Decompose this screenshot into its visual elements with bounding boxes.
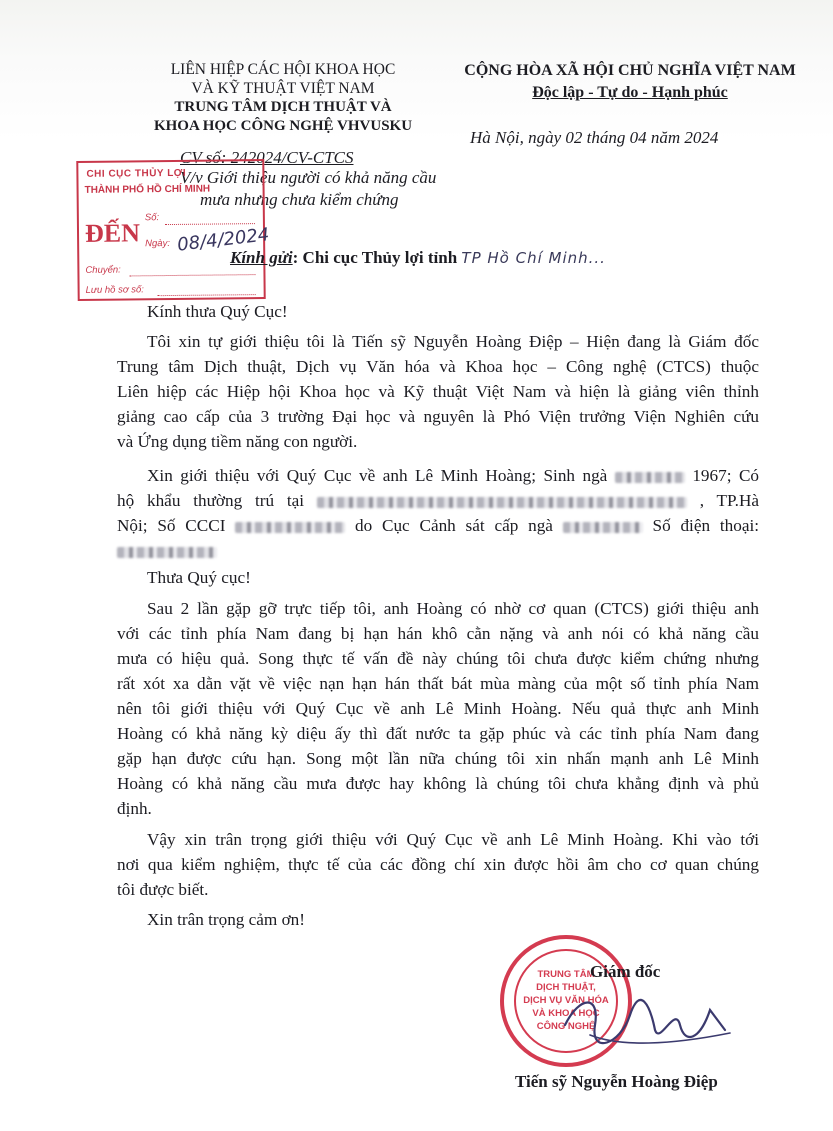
seal-text-5: CÔNG NGHỆ [536, 1021, 596, 1032]
recipient-label: Kính gửi [230, 248, 293, 267]
document-number: CV số: 242024/CV-CTCS [180, 148, 354, 167]
issuer-header [118, 60, 448, 136]
seal-text-4: VÀ KHOA HỌC [532, 1008, 600, 1019]
redacted-issue-date [563, 522, 643, 533]
redacted-phone [117, 547, 217, 558]
para2-text: Nội; Số CCCI [117, 516, 226, 535]
para1-line: Tôi xin tự giới thiệu tôi là Tiến sỹ Nguyễn Hoàng Điệp – Hiện đang là Giám đốc [147, 332, 759, 351]
paragraph-rain-claim [117, 596, 759, 821]
closing-line: Xin trân trọng cảm ơn! [147, 910, 306, 929]
stamp-ngay-label: Ngày: [145, 238, 171, 250]
para2-text: , TP.Hà [699, 491, 759, 510]
stamp-agency-line: CHI CỤC THỦY LỢI [86, 167, 187, 180]
seal-text-3: DỊCH VỤ VĂN HÓA [523, 995, 609, 1006]
redacted-id-number [235, 522, 345, 533]
recipient-line [230, 248, 606, 268]
para2-line-2 [117, 488, 759, 513]
para3-line: nên tôi giới thiệu với Quý Cục về anh Lê Minh Hoàng. Nếu quả thực anh Minh [117, 699, 759, 718]
para2-text: Xin giới thiệu với Quý Cục về anh Lê Minh Hoàng; Sinh ngà [147, 466, 608, 485]
paragraph-request [117, 827, 759, 902]
stamp-den-label: ĐẾN [84, 218, 141, 248]
para1-line: giảng cao cấp của 3 trường Đại học và nguyên là Phó Viện trưởng Viện Nghiên cứu [117, 407, 759, 426]
para2-line-3 [117, 513, 759, 538]
seal-text-1: TRUNG TÂM [537, 969, 595, 980]
redacted-birthdate [615, 472, 685, 483]
para2-text: hộ khẩu thường trú tại [117, 491, 305, 510]
stamp-so-label: Số: [144, 212, 160, 224]
stamp-luu-line [158, 294, 256, 296]
issuer-line-3: TRUNG TÂM DỊCH THUẬT VÀ [174, 99, 392, 115]
national-motto-header [440, 60, 820, 104]
seal-text-2: DỊCH THUẬT, [536, 982, 596, 993]
greeting-2: Thưa Quý cục! [147, 568, 251, 587]
paragraph-introduction [117, 329, 759, 454]
para1-line: và Ứng dụng tiềm năng con người. [117, 432, 358, 451]
redacted-address [317, 497, 687, 508]
incoming-stamp [76, 159, 271, 301]
issuer-line-4: KHOA HỌC CÔNG NGHỆ VHVUSKU [153, 118, 413, 134]
para4-line: Vậy xin trân trọng giới thiệu với Quý Cục về anh Lê Minh Hoàng. Khi vào tới [147, 830, 759, 849]
signer-title: Giám đốc [590, 962, 661, 981]
para3-line: Hoàng có khả năng kỳ diệu ấy thì đất nước ta gặp phúc và các tỉnh phía Nam đang [117, 724, 759, 743]
stamp-so-line [165, 223, 255, 225]
handwritten-signature [560, 985, 740, 1055]
para2-line-4 [117, 538, 759, 563]
stamp-chuyen-label: Chuyển: [85, 264, 121, 276]
stamp-handwritten-date: 08/4/2024 [176, 224, 271, 256]
signer-name: Tiến sỹ Nguyễn Hoàng Điệp [515, 1072, 718, 1091]
greeting-1: Kính thưa Quý Cục! [147, 302, 288, 321]
para2-text: Số điện thoại: [652, 516, 759, 535]
para2-text: do Cục Cảnh sát cấp ngà [355, 516, 553, 535]
para3-line: rất xót xa dằn vặt về việc nạn hạn hán thất bát mùa màng của một số tỉnh phía Nam [117, 674, 759, 693]
para3-line: với các tỉnh phía Nam đang bị hạn hán khô cằn nặng và anh nói có khả năng cầu [117, 624, 759, 643]
para1-line: Liên hiệp các Hiệp hội Khoa học và Kỹ thuật Việt Nam và hiện là giảng viên thỉnh [117, 382, 759, 401]
stamp-luu-label: Lưu hồ sơ số: [85, 284, 144, 296]
recipient-value: : Chi cục Thủy lợi tỉnh [292, 248, 458, 267]
para2-text: 1967; Có [692, 466, 760, 485]
para3-line: định. [117, 799, 152, 818]
para4-line: nơi qua kiểm nghiệm, thực tế của các đồng chí xin được hồi âm cho cơ quan chúng [117, 855, 759, 874]
para3-line: Hoàng có khả năng cầu mưa được hay không là chúng tôi chưa khẳng định và phủ [117, 774, 759, 793]
recipient-handwritten: TP Hồ Chí Minh... [461, 249, 606, 267]
national-motto: Độc lập - Tự do - Hạnh phúc [532, 84, 728, 101]
national-title: CỘNG HÒA XÃ HỘI CHỦ NGHĨA VIỆT NAM [464, 62, 796, 79]
subject-line-2: mưa nhưng chưa kiểm chứng [200, 190, 399, 209]
para3-line: gặp hạn được cứu hạn. Song một lần nữa chúng tôi xin nhấn mạnh anh Lê Minh [117, 749, 759, 768]
para1-line: Trung tâm Dịch thuật, Dịch vụ Văn hóa và Khoa học – Công nghệ (CTCS) thuộc [117, 357, 759, 376]
para2-line-1 [117, 463, 759, 488]
subject-line-1: V/v Giới thiệu người có khả năng cầu [180, 168, 437, 187]
document-date: Hà Nội, ngày 02 tháng 04 năm 2024 [470, 128, 719, 147]
para4-line: tôi được biết. [117, 880, 209, 899]
issuer-line-2: VÀ KỸ THUẬT VIỆT NAM [191, 80, 375, 97]
stamp-city-line: THÀNH PHỐ HỒ CHÍ MINH [84, 183, 211, 196]
para3-line: mưa có hiệu quả. Song thực tế vấn đề này chúng tôi chưa được kiểm chứng nhưng [117, 649, 759, 668]
issuer-line-1: LIÊN HIỆP CÁC HỘI KHOA HỌC [170, 61, 396, 78]
stamp-chuyen-line [129, 274, 255, 276]
paragraph-person-details [117, 463, 759, 563]
para3-line: Sau 2 lần gặp gỡ trực tiếp tôi, anh Hoàng có nhờ cơ quan (CTCS) giới thiệu anh [147, 599, 759, 618]
